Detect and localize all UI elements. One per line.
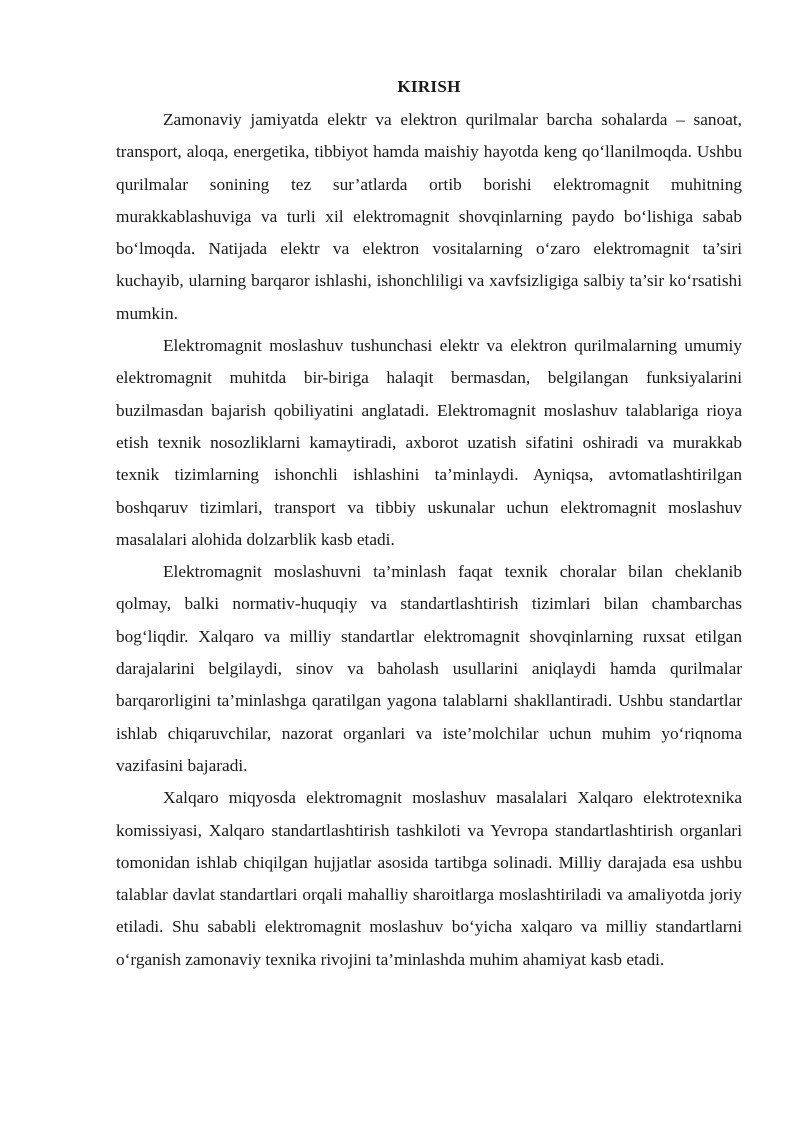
- paragraph-1: Zamonaviy jamiyatda elektr va elektron qurilmalar barcha sohalarda – sanoat, transport, aloqa, energetika, tibbiyot hamda maishiy hayotda keng qo‘llanilmoqda. Ushbu qurilmalar sonining tez sur’atlarda ortib borishi elektromagnit muhitning murakkablashuviga va turli xil elektromagnit shovqinlarning paydo bo‘lishiga sabab bo‘lmoqda. Natijada elektr va elektron vositalarning o‘zaro elektromagnit ta’siri kuchayib, ularning barqaror ishlashi, ishonchliligi va xavfsizligiga salbiy ta’sir ko‘rsatishi mumkin.: [116, 110, 742, 323]
- paragraph-4: Xalqaro miqyosda elektromagnit moslashuv masalalari Xalqaro elektrotexnika komissiyasi, Xalqaro standartlashtirish tashkiloti va Yevropa standartlashtirish organlari tomonidan ishlab chiqilgan hujjatlar asosida tartibga solinadi. Milliy darajada esa ushbu talablar davlat standartlari orqali mahalliy sharoitlarga moslashtiriladi va amaliyotda joriy etiladi. Shu sababli elektromagnit moslashuv bo‘yicha xalqaro va milliy standartlarni o‘rganish zamonaviy texnika rivojini ta’minlashda muhim ahamiyat kasb etadi.: [116, 788, 742, 969]
- paragraph-3: Elektromagnit moslashuvni ta’minlash faqat texnik choralar bilan cheklanib qolmay, balki normativ-huquqiy va standartlashtirish tizimlari bilan chambarchas bog‘liqdir. Xalqaro va milliy standartlar elektromagnit shovqinlarning ruxsat etilgan darajalarini belgilaydi, sinov va baholash usullarini aniqlaydi hamda qurilmalar barqarorligini ta’minlashga qaratilgan yagona talablarni shakllantiradi. Ushbu standartlar ishlab chiqaruvchilar, nazorat organlari va iste’molchilar uchun muhim yo‘riqnoma vazifasini bajaradi.: [116, 562, 742, 775]
- section-title: KIRISH: [397, 77, 461, 96]
- document-page: [116, 74, 742, 976]
- paragraph-2: Elektromagnit moslashuv tushunchasi elektr va elektron qurilmalarning umumiy elektromagnit muhitda bir-biriga halaqit bermasdan, belgilangan funksiyalarini buzilmasdan bajarish qobiliyatini anglatadi. Elektromagnit moslashuv talablariga rioya etish texnik nosozliklarni kamaytiradi, axborot uzatish sifatini oshiradi va murakkab texnik tizimlarning ishonchli ishlashini ta’minlaydi. Ayniqsa, avtomatlashtirilgan boshqaruv tizimlari, transport va tibbiy uskunalar uchun elektromagnit moslashuv masalalari alohida dolzarblik kasb etadi.: [116, 336, 742, 549]
